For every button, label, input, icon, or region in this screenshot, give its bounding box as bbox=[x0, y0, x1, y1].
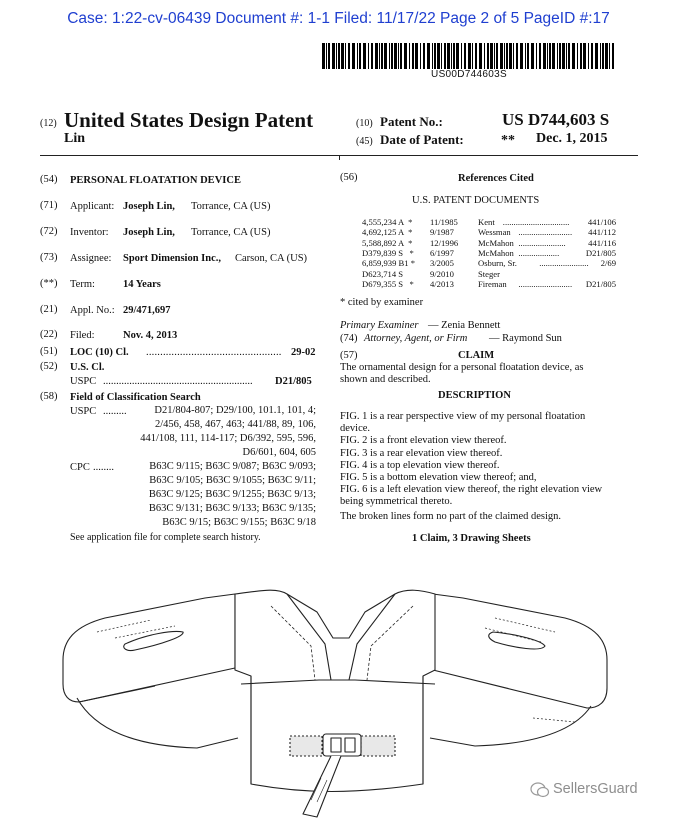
barcode-bar bbox=[464, 43, 466, 69]
reference-date: 9/1987 bbox=[430, 227, 454, 238]
barcode-bar bbox=[453, 43, 455, 69]
barcode-bar bbox=[363, 43, 366, 69]
description-line: device. bbox=[340, 423, 371, 435]
field-search-label: Field of Classification Search bbox=[70, 392, 201, 403]
barcode-bar bbox=[432, 43, 433, 69]
barcode-bar bbox=[409, 43, 410, 69]
barcode-bar bbox=[506, 43, 508, 69]
reference-patent: 6,859,939 B1 * bbox=[362, 258, 415, 269]
assignee-name: Sport Dimension Inc., bbox=[123, 253, 222, 264]
reference-class: 441/106 bbox=[587, 217, 616, 227]
barcode-bar bbox=[475, 43, 477, 69]
description-line: FIG. 6 is a left elevation view thereof, the right elevation view bbox=[340, 484, 603, 496]
cpc-line: B63C 9/15; B63C 9/155; B63C 9/18 bbox=[162, 517, 316, 528]
reference-name: McMahon bbox=[478, 237, 514, 248]
field-uspc-label: USPC bbox=[70, 406, 97, 417]
barcode-bar bbox=[536, 43, 537, 69]
reference-date: 11/1985 bbox=[430, 217, 458, 227]
code-73: (73) bbox=[40, 252, 58, 263]
barcode-bar bbox=[543, 43, 546, 69]
barcode-bar bbox=[371, 43, 373, 69]
barcode-bar bbox=[539, 43, 541, 69]
barcode-bar bbox=[583, 43, 586, 69]
reference-name: Osburn, Sr. bbox=[478, 258, 517, 269]
barcode-bar bbox=[328, 43, 330, 69]
uspc-line: 2/456, 458, 467, 463; 441/88, 89, 106, bbox=[154, 419, 316, 430]
description-line: The broken lines form no part of the claimed design. bbox=[340, 510, 562, 522]
barcode-bar bbox=[484, 43, 485, 69]
reference-date: 3/2005 bbox=[430, 258, 454, 269]
barcode-bar bbox=[326, 43, 327, 69]
barcode-bar bbox=[348, 43, 350, 69]
description-line: being symmetrical thereto. bbox=[340, 496, 453, 508]
examiner-label: Primary Examiner bbox=[340, 320, 419, 331]
appl-no-value: 29/471,697 bbox=[123, 305, 171, 316]
barcode-bar bbox=[357, 43, 358, 69]
applicant-place: Torrance, CA (US) bbox=[191, 201, 271, 212]
barcode-bar bbox=[359, 43, 361, 69]
reference-class: D21/805 bbox=[585, 247, 616, 258]
reference-name: McMahon bbox=[478, 247, 514, 258]
reference-patent: D379,839 S * bbox=[362, 247, 414, 258]
case-header: Case: 1:22-cv-06439 Document #: 1-1 Filed: 11/17/22 Page 2 of 5 PageID #:17 bbox=[67, 10, 610, 27]
reference-date: 6/1997 bbox=[430, 247, 454, 258]
reference-name: Kent bbox=[478, 217, 495, 227]
reference-patent: 5,588,892 A * bbox=[362, 237, 413, 248]
reference-class: 2/69 bbox=[600, 258, 616, 269]
barcode-bar bbox=[420, 43, 421, 69]
applicant-name: Joseph Lin, bbox=[123, 201, 175, 212]
wechat-logo-icon bbox=[530, 781, 550, 799]
code-74: (74) bbox=[340, 333, 358, 344]
description-line: FIG. 3 is a rear elevation view thereof. bbox=[340, 447, 503, 459]
barcode-bar bbox=[552, 43, 555, 69]
term-label: Term: bbox=[70, 279, 95, 290]
barcode-bar bbox=[398, 43, 399, 69]
barcode-bar bbox=[605, 43, 608, 69]
code-52: (52) bbox=[40, 361, 58, 372]
claim-text-line: The ornamental design for a personal floatation device, as bbox=[340, 362, 584, 373]
term-value: 14 Years bbox=[123, 279, 161, 290]
code-12: (12) bbox=[40, 118, 57, 129]
barcode-bar bbox=[547, 43, 548, 69]
reference-dots: ....................... bbox=[539, 258, 589, 269]
uspc-label: USPC bbox=[70, 376, 97, 387]
barcode-bar bbox=[381, 43, 383, 69]
barcode-bar bbox=[368, 43, 369, 69]
uspc-line: 441/108, 111, 114-117; D6/392, 595, 596, bbox=[140, 433, 316, 444]
barcode-bar bbox=[336, 43, 337, 69]
barcode-bar bbox=[557, 43, 558, 69]
header-divider bbox=[339, 155, 340, 160]
code-71: (71) bbox=[40, 200, 58, 211]
barcode-bar bbox=[447, 43, 450, 69]
loc-value: 29-02 bbox=[291, 347, 316, 358]
barcode-bar bbox=[531, 43, 534, 69]
description-line: FIG. 1 is a rear perspective view of my personal floatation bbox=[340, 411, 586, 422]
cpc-line: B63C 9/105; B63C 9/1055; B63C 9/11; bbox=[149, 475, 316, 486]
strap-patch-right bbox=[361, 736, 395, 756]
field-uspc-dots: ......... bbox=[103, 406, 127, 417]
claim-text-line: shown and described. bbox=[340, 374, 431, 385]
barcode-number: US00D744603S bbox=[431, 69, 507, 80]
barcode-bar bbox=[525, 43, 526, 69]
barcode-bar bbox=[322, 43, 325, 69]
barcode-bar bbox=[490, 43, 493, 69]
cpc-label: CPC bbox=[70, 462, 90, 473]
description-line: FIG. 4 is a top elevation view thereof. bbox=[340, 459, 500, 471]
reference-dots: ...................... bbox=[518, 237, 566, 248]
reference-dots: ......................... bbox=[518, 278, 573, 289]
barcode-bar bbox=[527, 43, 529, 69]
barcode-bar bbox=[384, 43, 387, 69]
barcode-bar bbox=[520, 43, 523, 69]
code-54: (54) bbox=[40, 174, 58, 185]
barcode-bar bbox=[345, 43, 346, 69]
references-title: References Cited bbox=[458, 173, 534, 184]
barcode-bar bbox=[461, 43, 462, 69]
barcode-bar bbox=[391, 43, 393, 69]
examiner-name: — Zenia Bennett bbox=[428, 320, 501, 331]
reference-name: Fireman bbox=[478, 278, 507, 289]
barcode-bar bbox=[566, 43, 567, 69]
barcode-bar bbox=[341, 43, 344, 69]
barcode bbox=[322, 43, 616, 69]
code-45: (45) bbox=[356, 136, 373, 147]
inventor-name: Joseph Lin, bbox=[123, 227, 175, 238]
barcode-bar bbox=[415, 43, 418, 69]
barcode-bar bbox=[468, 43, 471, 69]
barcode-bar bbox=[400, 43, 402, 69]
reference-name: Wessman bbox=[478, 227, 511, 238]
barcode-bar bbox=[472, 43, 473, 69]
barcode-bar bbox=[595, 43, 598, 69]
patent-type-title: United States Design Patent bbox=[64, 108, 314, 132]
barcode-bar bbox=[456, 43, 459, 69]
reference-date: 4/2013 bbox=[430, 278, 454, 289]
reference-dots: ................... bbox=[518, 247, 560, 258]
cpc-line: B63C 9/125; B63C 9/1255; B63C 9/13; bbox=[148, 489, 316, 500]
code-51: (51) bbox=[40, 346, 58, 357]
barcode-bar bbox=[434, 43, 436, 69]
reference-class: 441/116 bbox=[588, 237, 616, 248]
barcode-bar bbox=[404, 43, 407, 69]
code-57: (57) bbox=[340, 350, 358, 361]
patent-no-label: Patent No.: bbox=[380, 114, 443, 129]
invention-title: PERSONAL FLOATATION DEVICE bbox=[70, 175, 241, 186]
code-58: (58) bbox=[40, 391, 58, 402]
filed-label: Filed: bbox=[70, 330, 95, 341]
uspc-dots: ......................................................... bbox=[103, 376, 253, 387]
applicant-label: Applicant: bbox=[70, 201, 115, 212]
reference-date: 9/2010 bbox=[430, 268, 454, 279]
cpc-line: B63C 9/115; B63C 9/087; B63C 9/093; bbox=[149, 461, 316, 472]
barcode-bar bbox=[352, 43, 355, 69]
attorney-label: Attorney, Agent, or Firm bbox=[364, 333, 468, 344]
reference-class: D21/805 bbox=[585, 278, 616, 289]
reference-class: 441/112 bbox=[588, 227, 616, 238]
cpc-dots: ........ bbox=[93, 462, 114, 473]
barcode-bar bbox=[496, 43, 498, 69]
barcode-bar bbox=[451, 43, 452, 69]
uspc-line: D21/804-807; D29/100, 101.1, 101, 4; bbox=[154, 405, 316, 416]
code-22: (22) bbox=[40, 329, 58, 340]
barcode-bar bbox=[609, 43, 610, 69]
barcode-bar bbox=[394, 43, 397, 69]
cited-by-examiner: * cited by examiner bbox=[340, 297, 424, 308]
barcode-bar bbox=[562, 43, 565, 69]
appl-no-label: Appl. No.: bbox=[70, 305, 115, 316]
search-history-note: See application file for complete search history. bbox=[70, 532, 261, 543]
loc-dots: ................................................ bbox=[146, 347, 282, 358]
barcode-bar bbox=[572, 43, 575, 69]
filed-value: Nov. 4, 2013 bbox=[123, 330, 178, 341]
uspc-line: D6/601, 604, 605 bbox=[242, 447, 316, 458]
barcode-bar bbox=[338, 43, 340, 69]
cpc-line: B63C 9/131; B63C 9/133; B63C 9/135; bbox=[148, 503, 316, 514]
barcode-bar bbox=[379, 43, 380, 69]
term-stars: ** bbox=[501, 133, 515, 148]
barcode-bar bbox=[591, 43, 593, 69]
barcode-bar bbox=[427, 43, 430, 69]
barcode-bar bbox=[577, 43, 578, 69]
reference-date: 12/1996 bbox=[430, 237, 459, 248]
claim-sheet-count: 1 Claim, 3 Drawing Sheets bbox=[412, 533, 531, 544]
barcode-bar bbox=[509, 43, 512, 69]
reference-patent: D623,714 S bbox=[362, 268, 404, 279]
barcode-bar bbox=[437, 43, 440, 69]
strap-patch-left bbox=[290, 736, 322, 756]
loc-label: LOC (10) Cl. bbox=[70, 347, 129, 358]
watermark-text: SellersGuard bbox=[553, 781, 638, 797]
barcode-bar bbox=[332, 43, 335, 69]
barcode-bar bbox=[602, 43, 604, 69]
right-arm-float bbox=[433, 594, 607, 708]
barcode-bar bbox=[549, 43, 551, 69]
barcode-bar bbox=[479, 43, 482, 69]
barcode-bar bbox=[412, 43, 414, 69]
barcode-bar bbox=[504, 43, 505, 69]
code-10: (10) bbox=[356, 118, 373, 129]
code-term: (**) bbox=[40, 278, 58, 289]
inventor-label: Inventor: bbox=[70, 227, 109, 238]
code-72: (72) bbox=[40, 226, 58, 237]
barcode-bar bbox=[500, 43, 503, 69]
barcode-bar bbox=[423, 43, 425, 69]
date-of-patent-label: Date of Patent: bbox=[380, 132, 464, 147]
barcode-bar bbox=[494, 43, 495, 69]
us-patent-documents: U.S. PATENT DOCUMENTS bbox=[412, 195, 540, 206]
description-title: DESCRIPTION bbox=[438, 390, 511, 401]
reference-patent: 4,692,125 A * bbox=[362, 227, 413, 238]
patent-number: US D744,603 S bbox=[502, 110, 610, 129]
barcode-bar bbox=[487, 43, 489, 69]
barcode-bar bbox=[568, 43, 570, 69]
code-56: (56) bbox=[340, 172, 358, 183]
barcode-bar bbox=[612, 43, 614, 69]
claim-title: CLAIM bbox=[458, 350, 495, 361]
barcode-bar bbox=[441, 43, 442, 69]
us-cl-label: U.S. Cl. bbox=[70, 362, 105, 373]
code-21: (21) bbox=[40, 304, 58, 315]
reference-name: Steger bbox=[478, 268, 500, 279]
inventor-surname: Lin bbox=[64, 131, 86, 146]
assignee-place: Carson, CA (US) bbox=[235, 253, 308, 264]
attorney-name: — Raymond Sun bbox=[489, 333, 562, 344]
left-arm-float bbox=[63, 594, 235, 702]
description-line: FIG. 5 is a bottom elevation view thereof; and, bbox=[340, 472, 537, 483]
barcode-bar bbox=[580, 43, 582, 69]
patent-date: Dec. 1, 2015 bbox=[536, 131, 608, 146]
reference-dots: ......................... bbox=[518, 227, 573, 238]
barcode-bar bbox=[559, 43, 561, 69]
inventor-place: Torrance, CA (US) bbox=[191, 227, 271, 238]
barcode-bar bbox=[444, 43, 446, 69]
barcode-bar bbox=[389, 43, 390, 69]
barcode-bar bbox=[513, 43, 514, 69]
description-line: FIG. 2 is a front elevation view thereof. bbox=[340, 435, 507, 447]
reference-dots: ............................... bbox=[502, 217, 570, 227]
barcode-bar bbox=[600, 43, 601, 69]
barcode-bar bbox=[375, 43, 378, 69]
uspc-value: D21/805 bbox=[275, 376, 312, 387]
assignee-label: Assignee: bbox=[70, 253, 112, 264]
barcode-bar bbox=[588, 43, 589, 69]
reference-patent: 4,555,234 A * bbox=[362, 217, 413, 227]
barcode-bar bbox=[516, 43, 518, 69]
reference-patent: D679,355 S * bbox=[362, 278, 414, 289]
